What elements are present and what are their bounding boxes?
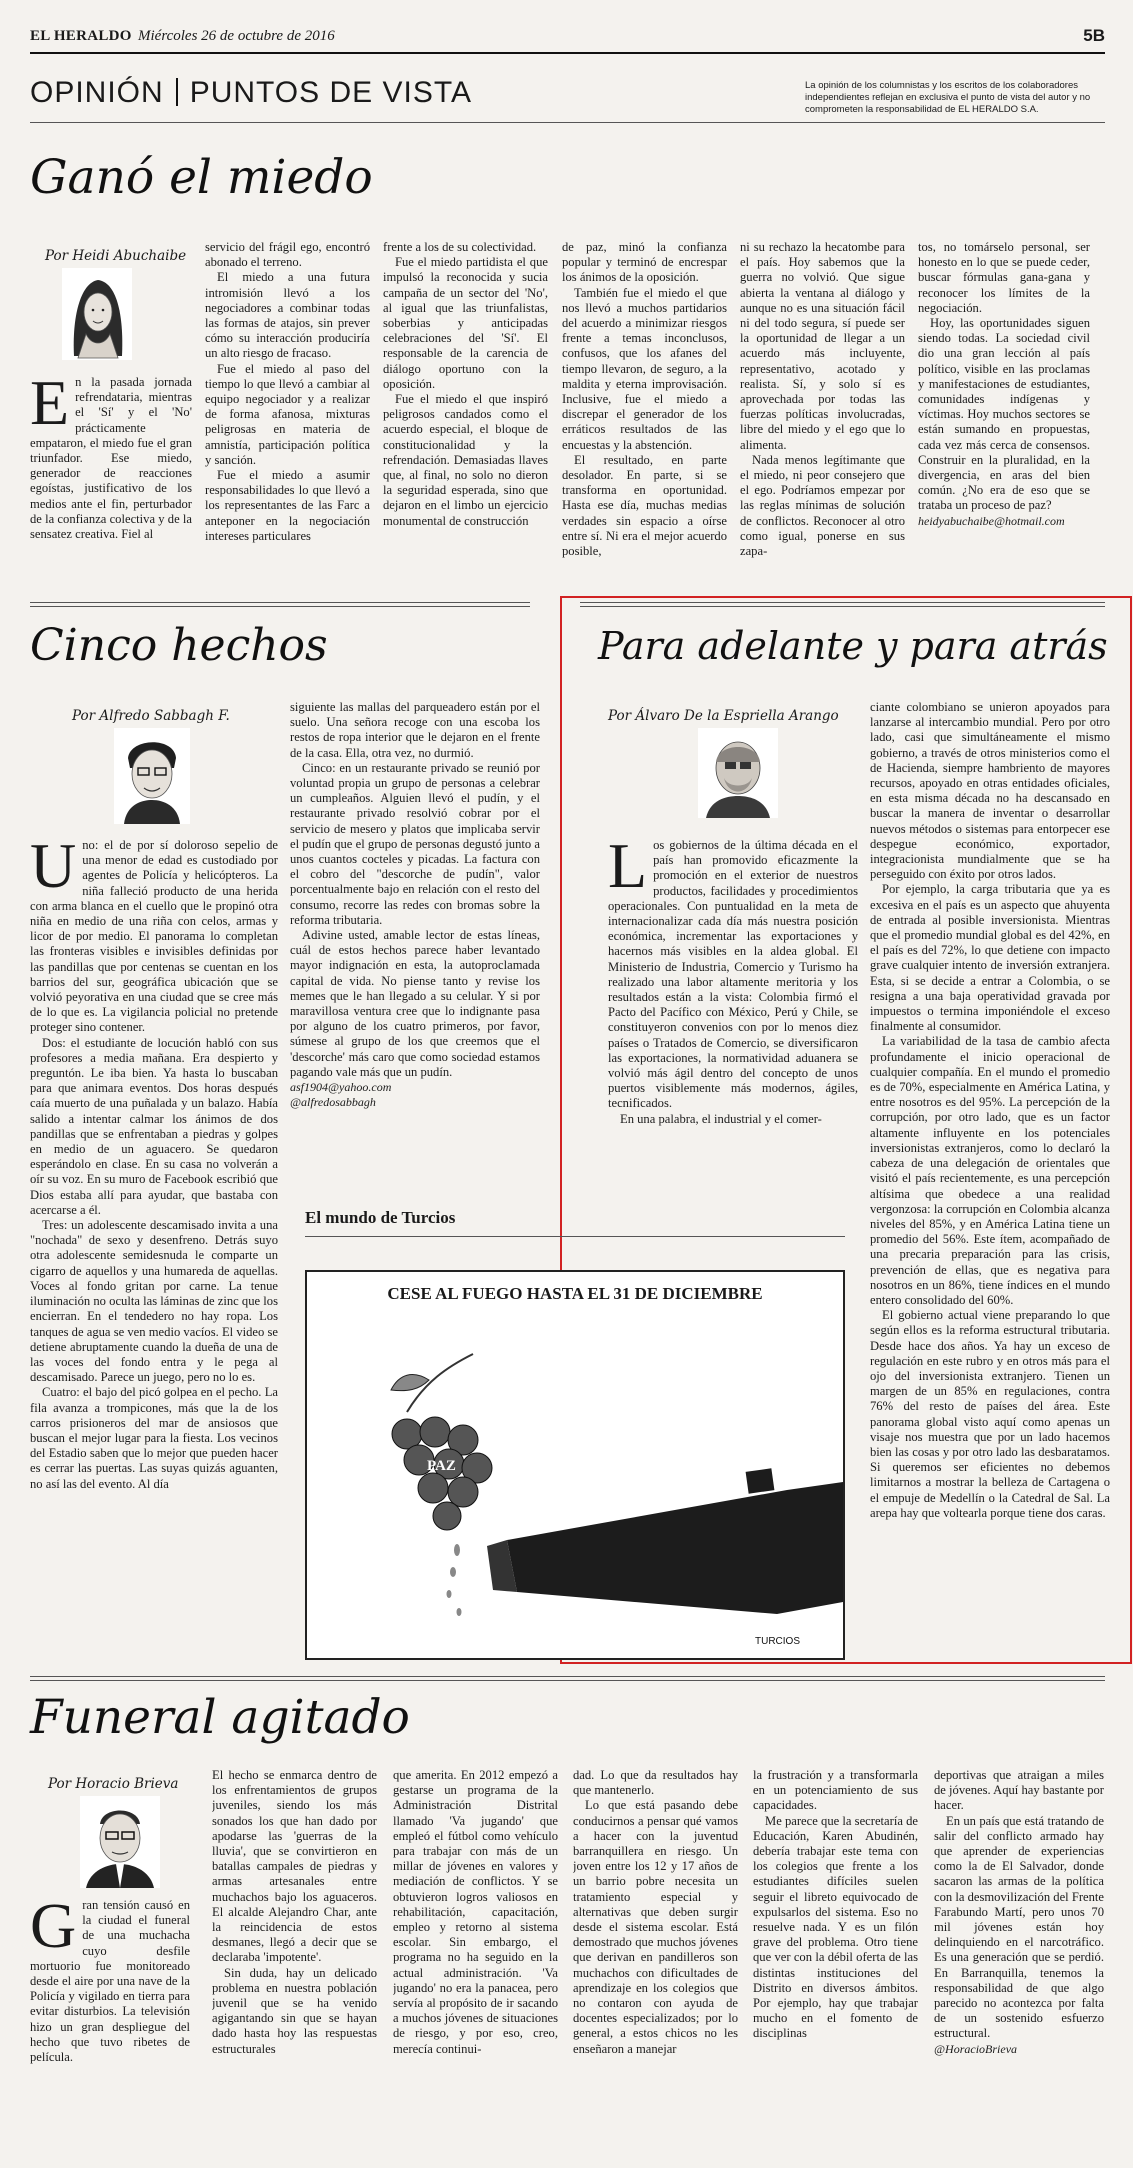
article-column: Gran tensión causó en la ciudad el funeral de una muchacha cuyo desfile mortuorio fue monitoreado desde el aire por una nave de la Policía y vigilado en tierra para evitar disturbios. La televisión hizo un gran despliegue del hecho que tuvo ribetes de película. bbox=[30, 1898, 190, 2065]
article-title: Funeral agitado bbox=[30, 1690, 410, 1745]
editorial-cartoon bbox=[305, 1270, 845, 1660]
article-title: Cinco hechos bbox=[30, 620, 328, 671]
article-column: deportivas que atraigan a miles de jóvenes. Aquí hay bastante por hacer. En un país que está tratando de salir del conflicto armado hay que aprender de experiencias como la de El Salvador, donde sacaron las armas de la política con la desmovilización del Frente Farabundo Martí, pero unos 70 mil jóvenes están hoy delinquiendo en el narcotráfico. Es una generación que se perdió. En Barranquilla, tenemos la responsabilidad de que algo parecido no acontezca por falta de un sostenido esfuerzo estructural. @HoracioBrieva bbox=[934, 1768, 1104, 2056]
article-column: ciante colombiano se unieron apoyados para lanzarse al intercambio mundial. Pero por otro lado, casi que simultáneamente el mismo gobierno, a través de otros ministerios como el de Hacienda, siempre hambriento de mayores recursos, apoyado en otras entidades oficiales, en esta misma década no ha descansado en buscar la manera de inventar o desarrollar nuevos métodos o sistemas para entorpecer ese despegue económico, exportador, integracionista mundialmente que se ha perseguido con éxito por otros lados. Por ejemplo, la carga tributaria que ya es excesiva en el país es un aspecto que ahuyenta de entrada al posible inversionista. Mientras que el promedio mundial global es del 42%, en el país es del 72%, lo que detiene con impacto grave cualquier intento de inversión extranjera. Esta, si se decide a entrar a Colombia, o se resigna a una baja operatividad gravada por impuestos o termina imponiéndole el exceso finalmente al consumidor. La variabilidad de la tasa de cambio afecta profundamente el inicio operacional de cualquier compañía. En el mundo el promedio es de 70%, especialmente en América Latina, y entre nosotros es del 95%. La percepción de la corrupción, por otro lado, que es un factor altamente influyente en los potenciales inversionistas extranjeros, como lo declaró la cabeza de una delegación de orientales que visitó el país recientemente, es una percepción altísima que obedece a una realidad vergonzosa: la corrupción en Colombia alcanza niveles del 85%, y en América Latina tiene un promedio del 56%. Este ítem, acompañado de una precaria preparación para las crisis, prevención de ellas, que es negativa para nosotros en un 86%, tiene índices en el mundo entero consolidado del 60%. El gobierno actual viene preparando lo que según ellos es la reforma estructural tributaria. Desde hace dos años. Ya hay un exceso de regulación en este rubro y en otros más para el ojo del inversionista extranjero. Tienen un margen de un 85% en regulaciones, contra 76% del resto de países del área. Este panorama global visto aquí como apenas un visaje nos muestra que por un lado hacemos bien las cosas y por otro lado las desbaratamos. Si queremos ser eficientes no debemos limitarnos a mostrar la belleza de Cartagena o el empuje de Medellín o la Catedral de Sal. La arepa hay que voltearla porque tiene dos caras. bbox=[870, 700, 1110, 1520]
editorial-disclaimer: La opinión de los columnistas y los escritos de los colaboradores independientes reflejan en exclusiva el punto de vista del autor y no comprometen la responsabilidad de EL HERALDO S.A. bbox=[805, 80, 1091, 115]
article-separator bbox=[30, 602, 530, 607]
author-handle: @HoracioBrieva bbox=[934, 2041, 1018, 2056]
subsection-name: PUNTOS DE VISTA bbox=[189, 76, 472, 109]
article-column: tos, no tomárselo personal, ser honesto en lo que se puede ceder, buscar fórmulas gana-gana y reconocer los límites de la negociación. Hoy, las oportunidades siguen siendo todas. La sociedad civil dio una gran lección al país político, visible en las proclamas y manifestaciones de estudiantes, comunidades indígenas y víctimas. Hoy muchos sectores se están sumando en propuestas, cada vez más cerca de consensos. Construir en la pluralidad, en la divergencia, en aras del bien común. ¿No era de eso que se trataba un proceso de paz? heidyabuchaibe@hotmail.com bbox=[918, 240, 1090, 528]
article-separator bbox=[30, 1676, 1105, 1681]
cartoon-rule bbox=[305, 1236, 845, 1237]
drop-cap: E bbox=[30, 375, 70, 438]
grape-text: PAZ bbox=[427, 1458, 456, 1474]
article-byline: Por Álvaro De la Espriella Arango bbox=[608, 708, 839, 724]
section-name: OPINIÓN bbox=[30, 76, 164, 109]
author-portrait bbox=[114, 728, 190, 824]
article-column: El hecho se enmarca dentro de los enfrentamientos de grupos juveniles, siendo los más sonados los que han dado por apodarse las 'guerras de la lluvia', que se convirtieron en batallas campales de piedras y armas artesanales entre muchachos bajo los aguaceros. El alcalde Alejandro Char, ante la reincidencia de estos desmanes, llegó a decir que se declaraba 'impotente'. Sin duda, hay un delicado problema en nuestra población juvenil que se ha venido agigantando sin que se hayan dado hasta hoy las respuestas estructurales bbox=[212, 1768, 377, 2056]
article-byline: Por Horacio Brieva bbox=[48, 1776, 179, 1792]
author-portrait bbox=[80, 1796, 160, 1888]
article-byline: Por Heidi Abuchaibe bbox=[45, 248, 187, 264]
section-rule bbox=[30, 122, 1105, 123]
article-column: En la pasada jornada refrendataria, mientras el 'Sí' y el 'No' prácticamente empataron, el miedo fue el gran triunfador. Ese miedo, generador de reacciones egoístas, justificativo de los medios ante el fin, perturbador de la confianza colectiva y de la sensatez creativa. Fiel al bbox=[30, 375, 192, 542]
drop-cap: U bbox=[30, 838, 77, 901]
author-email: asf1904@yahoo.com bbox=[290, 1080, 392, 1095]
article-byline: Por Alfredo Sabbagh F. bbox=[72, 708, 230, 724]
cartoon-section-title: El mundo de Turcios bbox=[305, 1208, 456, 1227]
article-column: Los gobiernos de la última década en el país han promovido eficazmente la promoción en el exterior de nuestros productos, facilidades y procedimientos operacionales. Con puntualidad en la meta de internacionalizar cada día más nuestra posición económica, incrementar las exportaciones y hacernos más visibles en la aldea global. El Ministerio de Industria, Comercio y Turismo ha realizado una labor altamente meritoria y los resultados están a la vista: Colombia firmó el Pacto del Pacífico con México, Perú y Chile, se constituyeron convenios con por lo menos diez países o Tratados de Comercio, se diversificaron las exportaciones, la normatividad aduanera se volvió más ágil dentro del concepto de unos puertos visiblemente más modernos, ágiles, tecnificados. En una palabra, el industrial y el comer- bbox=[608, 838, 858, 1126]
author-portrait bbox=[698, 728, 778, 818]
drop-cap: G bbox=[30, 1898, 77, 1961]
article-column: dad. Lo que da resultados hay que mantenerlo. Lo que está pasando debe conducirnos a pensar qué vamos a hacer con la juventud barranquillera en riesgo. Un joven entre los 12 y 17 años de un barrio pobre necesita un tratamiento especial y alternativas que deben surgir desde el sistema escolar. Está demostrado que muchos jóvenes que derivan en pandilleros son muchachos con dificultades de aprendizaje en los colegios que no contaron con ayuda de docentes especializados; por lo general, a estos chicos no les enseñaron a manejar bbox=[573, 1768, 738, 2056]
page-number: 5B bbox=[1083, 26, 1105, 45]
article-column: servicio del frágil ego, encontró abonado el terreno. El miedo a una futura intromisión llevó a los negociadores a combinar todas las formas de atajos, sin prever cómo su interacción produciría un alto riesgo de fracaso. Fue el miedo al paso del tiempo lo que llevó a cambiar al equipo negociador y a realizar de forma afanosa, mixturas peligrosas en materia de amnistía, participación política y sanción. Fue el miedo a asumir responsabilidades lo que llevó a los representantes de las Farc a anteponer en la negociación intereses particulares bbox=[205, 240, 370, 543]
masthead-bar bbox=[30, 24, 1105, 54]
article-column: de paz, minó la confianza popular y terminó de encrespar los ánimos de la oposición. También fue el miedo el que nos llevó a muchos partidarios del acuerdo a minimizar riesgos frente a temas inconclusos, confusos, que los afanes del tiempo llevaron, de seguro, a la maldita y eterna improvisación. Inclusive, fue el miedo a discrepar el generador de los erráticos resultados de las encuestas y la abstención. El resultado, en parte desolador. En parte, si se transforma en oportunidad. Hasta ese día, muchas medias verdades sin espacio a oírse entre sí. Ni era el mejor acuerdo posible, bbox=[562, 240, 727, 559]
section-divider bbox=[176, 78, 178, 106]
article-separator bbox=[580, 602, 1105, 607]
article-column: frente a los de su colectividad. Fue el miedo partidista el que impulsó la reconocida y sucia campaña de un sector del 'No', al igual que las triunfalistas, soberbias y anticipadas celebraciones del 'Sí'. El responsable de la carencia de diálogo oportuno con la oposición. Fue el miedo el que inspiró peligrosos candados como el acuerdo especial, el bloque de constitucionalidad y la refrendación. Demasiadas llaves que, al final, no solo no dieron la seguridad esperada, sino que dejaron en el limbo un ejercicio monumental de construcción bbox=[383, 240, 548, 528]
author-handle: @alfredosabbagh bbox=[290, 1095, 376, 1110]
cartoon-caption: CESE AL FUEGO HASTA EL 31 DE DICIEMBRE bbox=[387, 1284, 763, 1303]
author-portrait bbox=[62, 268, 132, 360]
author-email: heidyabuchaibe@hotmail.com bbox=[918, 513, 1065, 528]
article-column: ni su rechazo la hecatombe para el país. Hoy sabemos que la guerra no volvió. Que sigue abierta la ventana al diálogo y aunque no es una situación fácil ni del todo segura, sí puede ser la oportunidad de llegar a un acuerdo más incluyente, representativo, acotado y realista. Sí, y solo sí es aprovechada por todas las fuerzas políticas involucradas, libre del miedo y el ego que lo alimenta. Nada menos legítimante que el miedo, ni peor consejero que el ego. Podríamos empezar por las reglas mínimas de solución de conflictos. Reconocer al otro como igual, ponerse en sus zapa- bbox=[740, 240, 905, 559]
article-column: que amerita. En 2012 empezó a gestarse un programa de la Administración Distrital llamado 'Va jugando' que empleó el fútbol como vehículo para trabajar con más de un millar de jóvenes en valores y mediación de conflictos. Y se obtuvieron logros valiosos en rehabilitación, capacitación, empleo y retorno al sistema escolar. Sin embargo, el programa no ha seguido en la actual administración. 'Va jugando' no era la panacea, pero servía al propósito de ir sacando a muchos jóvenes de situaciones de riesgo, y por eso, creo, merecía continui- bbox=[393, 1768, 558, 2056]
cartoonist-signature: TURCIOS bbox=[755, 1636, 800, 1647]
cartoon-illustration bbox=[307, 1272, 843, 1658]
newspaper-name: EL HERALDO bbox=[30, 28, 132, 44]
article-title: Ganó el miedo bbox=[30, 150, 373, 205]
section-heading bbox=[30, 76, 472, 110]
drop-cap: L bbox=[608, 838, 648, 901]
issue-date: Miércoles 26 de octubre de 2016 bbox=[138, 28, 335, 44]
article-column: siguiente las mallas del parqueadero están por el suelo. Una señora recoge con una escoba los restos de ropa interior que le dejaron en el frente de la casa. Ella, otra vez, no durmió. Cinco: en un restaurante privado se reunió por voluntad propia un grupo de personas a celebrar un cumpleaños. Alguien llevó el pudín, y el restaurante privado resolvió cobrar por el servicio de mesero y platos que implicaba servir el pudín que el grupo de personas degustó junto a unos cuantos cocteles y picadas. La factura con el cobro del "descorche de pudín", valor porcentualmente bajo en relación con el resto del consumo, recorre las redes con bromas sobre la reforma tributaria. Adivine usted, amable lector de estas líneas, cuál de estos hechos parece haber levantado mayor indignación en esta, la autoproclamada capital de vida. No piense tanto y revise los memes que le han llegado a su celular. Y si por maravillosa ventura cree que lo indignante pasa por alguno de los cuatro primeros, por favor, súmese al grupo de los que creemos que el 'descorche' más caro que como sociedad estamos pagando vale más que un pudín. asf1904@yahoo.com @alfredosabbagh bbox=[290, 700, 540, 1110]
article-column: la frustración y a transformarla en un potenciamiento de sus capacidades. Me parece que la secretaría de Educación, Karen Abudinén, debería trabajar este tema con los colegios que frente a los estudiantes difíciles suelen seguir el libreto equivocado de expulsarlos del sistema. Eso no resuelve nada. Y es un filón grave del problema. Otro tiene que ver con la débil oferta de las distintas instituciones del Distrito en diversos ámbitos. Por ejemplo, hay que trabajar mucho en el fomento de disciplinas bbox=[753, 1768, 918, 2041]
article-title: Para adelante y para atrás bbox=[598, 624, 1108, 668]
article-column: Uno: el de por sí doloroso sepelio de una menor de edad es custodiado por agentes de Policía y helicópteros. La niña falleció producto de una herida con arma blanca en el cuello que le propinó otra niña en medio de una riña con celos, armas y licor de por medio. El panorama lo completan las fronteras visibles e invisibles definidas por las pandillas que por centenas se cuentan en los barrios del sur, geográfica ubicación que se volvió peyorativa en una ciudad que se cree más de lo que es. La vigilancia policial no pretende proteger sino contener. Dos: el estudiante de locución habló con sus profesores a media mañana. Era despierto y preguntón. Le iba bien. Ya hasta lo buscaban para que animara eventos. Dos horas después caía muerto de una puñalada y un balazo. Había salido a intentar calmar los ánimos de dos pandillas que se enfrentaban a piedras y golpes en medio de un aguacero. Se quedaron esperándolo en clase. En su casa no volverán a oír su voz. En su muro de Facebook escribió que Dios estaba allí para ayudar, que bastaba con acercarse a él. Tres: un adolescente descamisado invita a una "nochada" de sexo y desenfreno. Detrás suyo otra adolescente semidesnuda le comparte un cigarro de aquellos y una humareda de aquellas. Voces al fondo gritan por carne. La tenue iluminación no oculta las láminas de zinc que los encierran. En el tendedero no hay ropa. Los tanques de agua se ven medio vacíos. El video se detiene abruptamente cuando la dueña de una de las voces del fondo entra y le pega al descamisado. Parece un juego, pero no lo es. Cuatro: el bajo del picó golpea en el pecho. La fila avanza a trompicones, más que la de los carros prisioneros del mar de ansiosos que buscan el mejor lugar para la fiesta. Los vecinos del Estadio saben que lo mejor que pueden hacer es cerrar las puertas. Las suyas quizás aguanten, no así las del evento. Al día bbox=[30, 838, 278, 1491]
